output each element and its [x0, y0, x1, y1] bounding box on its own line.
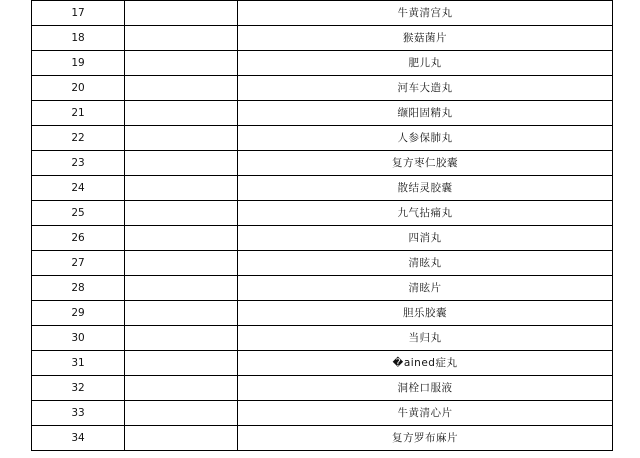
row-index-cell: 27	[32, 251, 125, 276]
table-row	[32, 1, 613, 26]
row-index-cell: 19	[32, 51, 125, 76]
row-index-cell: 25	[32, 201, 125, 226]
table-row	[32, 201, 613, 226]
row-name-cell: 缬阳固精丸	[238, 101, 613, 126]
row-index-cell: 20	[32, 76, 125, 101]
row-blank-cell	[125, 376, 238, 401]
row-index-cell: 26	[32, 226, 125, 251]
row-name-cell: 当归丸	[238, 326, 613, 351]
table-row	[32, 376, 613, 401]
row-index-cell: 31	[32, 351, 125, 376]
row-name-cell: 胆乐胶囊	[238, 301, 613, 326]
table-row	[32, 351, 613, 376]
row-name-cell: 散结灵胶囊	[238, 176, 613, 201]
table-row	[32, 101, 613, 126]
row-name-cell: 复方罗布麻片	[238, 426, 613, 451]
table-row	[32, 76, 613, 101]
row-index-cell: 17	[32, 1, 125, 26]
row-index-cell: 28	[32, 276, 125, 301]
row-blank-cell	[125, 76, 238, 101]
row-index-cell: 24	[32, 176, 125, 201]
row-index-cell: 18	[32, 26, 125, 51]
table-row	[32, 301, 613, 326]
row-blank-cell	[125, 51, 238, 76]
row-blank-cell	[125, 276, 238, 301]
row-blank-cell	[125, 126, 238, 151]
table-row	[32, 151, 613, 176]
row-name-cell: 四消丸	[238, 226, 613, 251]
row-index-cell: 29	[32, 301, 125, 326]
table-row	[32, 176, 613, 201]
row-name-cell: 人参保肺丸	[238, 126, 613, 151]
row-name-cell: 洞栓口服液	[238, 376, 613, 401]
row-name-cell: �ained症丸	[238, 351, 613, 376]
row-name-cell: 清眩丸	[238, 251, 613, 276]
row-name-cell: 肥儿丸	[238, 51, 613, 76]
row-name-cell: 复方枣仁胶囊	[238, 151, 613, 176]
row-blank-cell	[125, 301, 238, 326]
row-index-cell: 22	[32, 126, 125, 151]
row-blank-cell	[125, 176, 238, 201]
row-blank-cell	[125, 201, 238, 226]
row-name-cell: 牛黄清宫丸	[238, 1, 613, 26]
medicine-list-table	[31, 0, 613, 451]
row-blank-cell	[125, 326, 238, 351]
row-blank-cell	[125, 1, 238, 26]
row-index-cell: 33	[32, 401, 125, 426]
row-blank-cell	[125, 251, 238, 276]
row-blank-cell	[125, 226, 238, 251]
table-row	[32, 401, 613, 426]
table-row	[32, 226, 613, 251]
row-index-cell: 32	[32, 376, 125, 401]
row-index-cell: 34	[32, 426, 125, 451]
row-index-cell: 21	[32, 101, 125, 126]
table-row	[32, 26, 613, 51]
table-row	[32, 51, 613, 76]
row-index-cell: 30	[32, 326, 125, 351]
row-blank-cell	[125, 351, 238, 376]
table-row	[32, 276, 613, 301]
row-name-cell: 猴菇菌片	[238, 26, 613, 51]
table-row	[32, 426, 613, 451]
row-name-cell: 牛黄清心片	[238, 401, 613, 426]
row-blank-cell	[125, 426, 238, 451]
row-index-cell: 23	[32, 151, 125, 176]
table-row	[32, 126, 613, 151]
row-blank-cell	[125, 401, 238, 426]
row-blank-cell	[125, 101, 238, 126]
row-blank-cell	[125, 151, 238, 176]
table-row	[32, 326, 613, 351]
row-blank-cell	[125, 26, 238, 51]
table-body	[32, 1, 613, 451]
table-row	[32, 251, 613, 276]
row-name-cell: 河车大造丸	[238, 76, 613, 101]
row-name-cell: 九气拈痛丸	[238, 201, 613, 226]
row-name-cell: 清眩片	[238, 276, 613, 301]
